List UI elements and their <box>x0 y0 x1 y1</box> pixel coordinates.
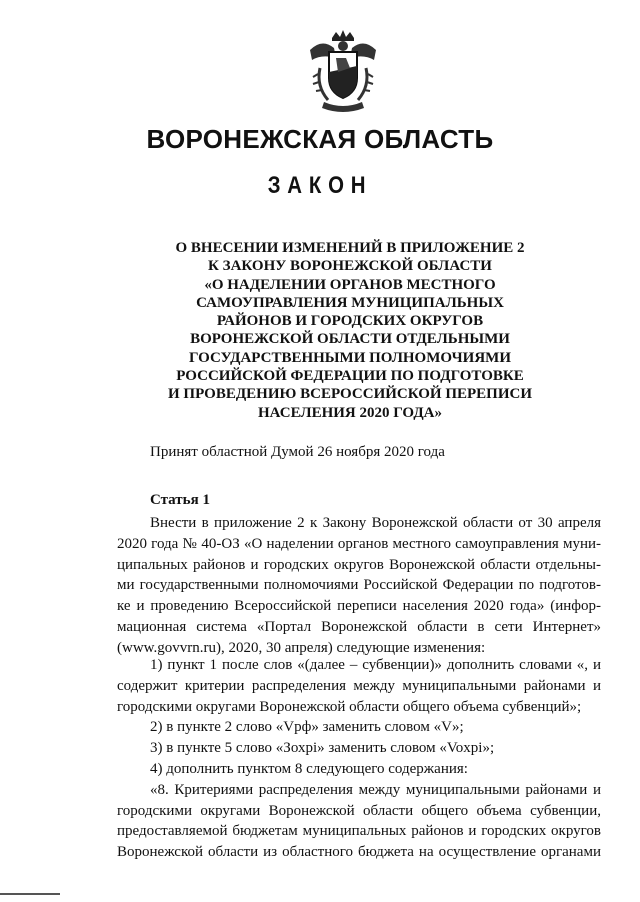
article-items <box>117 655 601 863</box>
text-line: 2020 года № 40-ОЗ «О наделении органов местного самоуправления муни- <box>117 535 601 552</box>
text-line: 4) дополнить пунктом 8 следующего содержания: <box>150 760 468 777</box>
article-intro <box>117 513 601 659</box>
text-line: 3) в пункте 5 слово «Зохрі» заменить словом «Voxpi»; <box>150 740 495 757</box>
text-line: 1) пункт 1 после слов «(далее – субвенции)» дополнить словами «, и <box>150 657 601 673</box>
title-line: «О НАДЕЛЕНИИ ОРГАНОВ МЕСТНОГО <box>204 276 496 293</box>
text-line: 2) в пункте 2 слово «Vрф» заменить словом «V»; <box>150 719 464 736</box>
text-line: городскими округами Воронежской области общего объема субвенции, <box>117 802 601 819</box>
article-heading: Статья 1 <box>150 492 210 508</box>
text-line: ке и проведению Всероссийской переписи населения 2020 года» (инфор- <box>117 598 601 615</box>
text-line: содержит критерии распределения между муниципальными районами и <box>117 677 601 694</box>
title-line: САМОУПРАВЛЕНИЯ МУНИЦИПАЛЬНЫХ <box>196 294 504 311</box>
text-line: ципальных районов и городских округов Воронежской области отдельны- <box>117 556 601 573</box>
title-line: НАСЕЛЕНИЯ 2020 ГОДА» <box>258 404 442 421</box>
title-line: РАЙОНОВ И ГОРОДСКИХ ОКРУГОВ <box>216 313 484 330</box>
text-line: «8. Критериями распределения между муниципальными районами и <box>150 781 601 798</box>
adoption-date: Принят областной Думой 26 ноября 2020 года <box>150 444 445 460</box>
title-line: К ЗАКОНУ ВОРОНЕЖСКОЙ ОБЛАСТИ <box>208 258 492 275</box>
title-line: ГОСУДАРСТВЕННЫМИ ПОЛНОМОЧИЯМИ <box>188 349 512 366</box>
text-line: мационная система «Портал Воронежской области в сети Интернет» <box>117 618 601 635</box>
text-line: (www.govvrn.ru), 2020, 30 апреля) следующие изменения: <box>117 639 486 656</box>
text-line: Воронежской области из областного бюджета на осуществление органами <box>117 844 601 861</box>
text-line: ми государственными полномочиями Российской Федерации по подготов- <box>117 577 601 594</box>
coat-of-arms-icon <box>302 28 384 114</box>
title-line: И ПРОВЕДЕНИЮ ВСЕРОССИЙСКОЙ ПЕРЕПИСИ <box>168 386 532 403</box>
document-type: ЗАКОН <box>267 172 373 199</box>
scan-edge-mark <box>0 893 60 895</box>
text-line: городскими округами Воронежской области общего объема субвенций»; <box>117 698 582 715</box>
text-line: предоставляемой бюджетам муниципальных районов и городских округов <box>117 823 601 840</box>
title-line: РОССИЙСКОЙ ФЕДЕРАЦИИ ПО ПОДГОТОВКЕ <box>176 368 524 385</box>
title-line: О ВНЕСЕНИИ ИЗМЕНЕНИЙ В ПРИЛОЖЕНИЕ 2 <box>175 240 525 256</box>
region-name: ВОРОНЕЖСКАЯ ОБЛАСТЬ <box>146 124 494 154</box>
title-line: ВОРОНЕЖСКОЙ ОБЛАСТИ ОТДЕЛЬНЫМИ <box>190 331 510 348</box>
text-line: Внести в приложение 2 к Закону Воронежской области от 30 апреля <box>150 515 601 531</box>
law-title <box>150 239 550 422</box>
